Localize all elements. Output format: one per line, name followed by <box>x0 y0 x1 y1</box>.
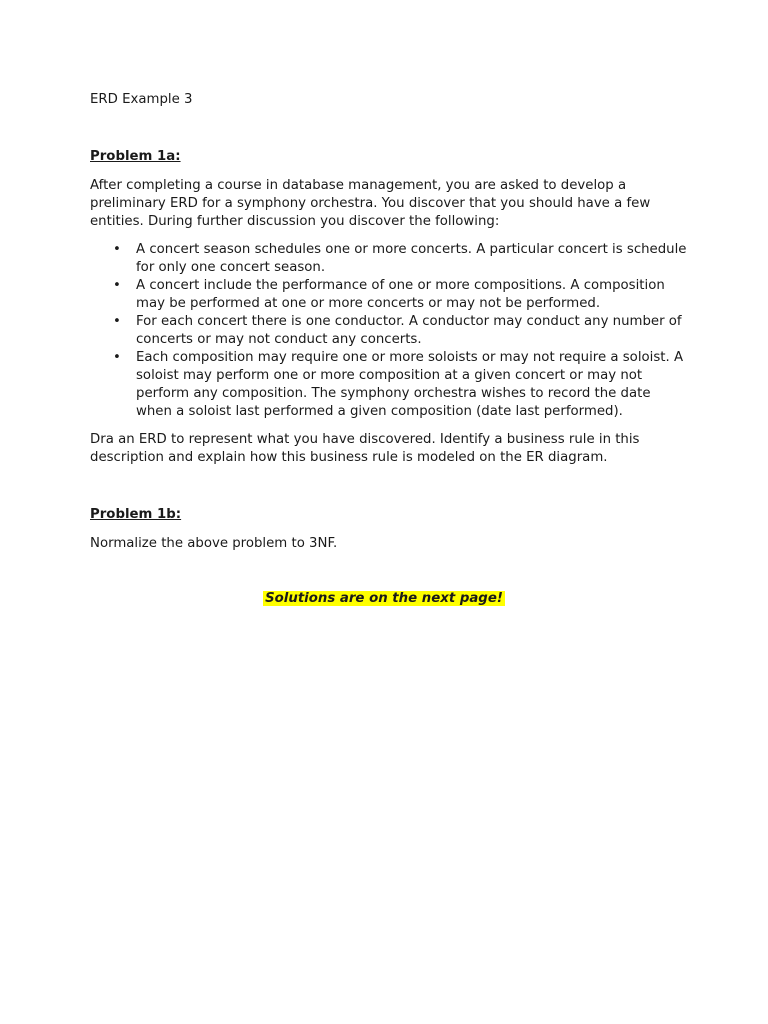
bullet-dot-icon: • <box>113 314 121 329</box>
solutions-callout-text: Solutions are on the next page! <box>265 591 503 606</box>
list-item-text: A concert season schedules one or more concerts. A particular concert is schedule for only one concert season. <box>136 242 687 275</box>
bullet-dot-icon: • <box>113 278 121 293</box>
solutions-callout <box>90 590 678 608</box>
problem-1b-task: Normalize the above problem to 3NF. <box>90 536 338 551</box>
requirements-list <box>90 241 690 421</box>
list-item-text: A concert include the performance of one or more compositions. A composition may be performed at one or more concerts or may not be performed. <box>136 278 665 311</box>
list-item <box>90 349 690 421</box>
problem-1b-heading: Problem 1b: <box>90 507 182 522</box>
document-page <box>90 91 690 608</box>
problem-1a-heading: Problem 1a: <box>90 149 181 164</box>
list-item <box>90 313 690 349</box>
document-title: ERD Example 3 <box>90 92 193 107</box>
bullet-dot-icon: • <box>113 350 121 365</box>
list-item <box>90 241 690 277</box>
list-item-text: Each composition may require one or more soloists or may not require a soloist. A soloist may perform one or more composition at a given concert or may not perform any composition. The symphony orchestra wishes to record the date when a soloist last performed a given composition (date last performed). <box>136 350 684 419</box>
problem-1a-intro: After completing a course in database management, you are asked to develop a preliminary ERD for a symphony orchestra. You discover that you should have a few entities. During further discussion you discover the following: <box>90 178 651 229</box>
list-item <box>90 277 690 313</box>
list-item-text: For each concert there is one conductor. A conductor may conduct any number of concerts or may not conduct any concerts. <box>136 314 682 347</box>
bullet-dot-icon: • <box>113 242 121 257</box>
problem-1a-task: Dra an ERD to represent what you have discovered. Identify a business rule in this description and explain how this business rule is modeled on the ER diagram. <box>90 432 640 465</box>
